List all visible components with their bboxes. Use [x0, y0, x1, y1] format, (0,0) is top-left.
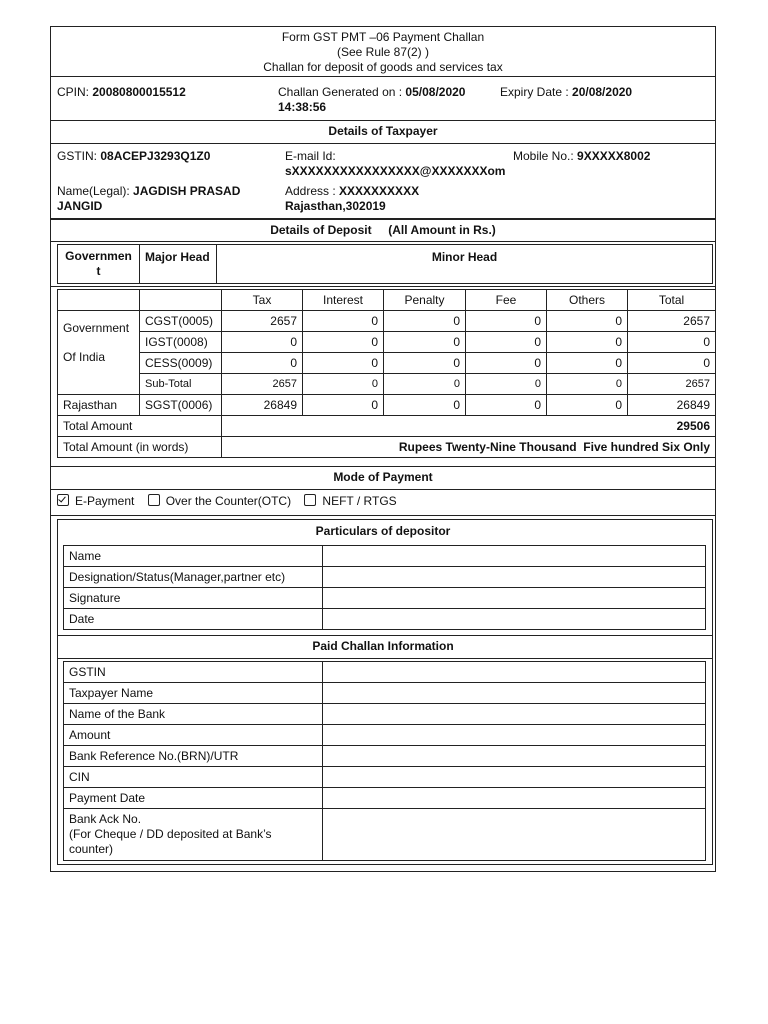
head-government-line1: Governmen	[65, 249, 132, 263]
cell-fee: 0	[466, 374, 547, 395]
cell-interest: 0	[303, 395, 384, 416]
address-value-cont: Rajasthan,302019	[285, 199, 386, 213]
address-label: Address :	[285, 184, 340, 198]
row-head: CGST(0005)	[140, 311, 222, 332]
gov-india-line2: Of India	[63, 350, 106, 364]
cell-others: 0	[547, 395, 628, 416]
divider	[51, 489, 715, 490]
head-government	[58, 245, 140, 284]
depositor-table	[63, 545, 706, 630]
form-rule: (See Rule 87(2) )	[336, 45, 430, 59]
cell-fee: 0	[466, 311, 547, 332]
paid-taxpayer-name-value[interactable]	[323, 683, 706, 704]
row-head: SGST(0006)	[140, 395, 222, 416]
expiry-label: Expiry Date :	[500, 85, 573, 99]
divider	[51, 120, 715, 121]
paid-ack-label	[64, 809, 323, 861]
state-cell: Rajasthan	[58, 395, 140, 416]
paid-gstin-value[interactable]	[323, 662, 706, 683]
email-label: E-mail Id:	[285, 149, 336, 163]
head-major: Major Head	[140, 245, 217, 284]
divider	[51, 241, 715, 242]
option-e-payment[interactable]	[57, 494, 134, 508]
total-words-value: Rupees Twenty-Nine Thousand Five hundred Six Only	[222, 437, 716, 458]
cell-others: 0	[547, 353, 628, 374]
gstin-label: GSTIN:	[57, 149, 101, 163]
e-payment-label: E-Payment	[75, 494, 135, 508]
form-header	[51, 30, 715, 75]
expiry-date	[500, 85, 632, 99]
generated-label: Challan Generated on :	[278, 85, 406, 99]
cell-interest: 0	[303, 332, 384, 353]
neft-rtgs-label: NEFT / RTGS	[322, 494, 397, 508]
divider	[57, 658, 713, 659]
option-otc[interactable]	[148, 494, 291, 508]
cpin-label: CPIN:	[57, 85, 93, 99]
mobile-value: 9XXXXX8002	[577, 149, 651, 163]
divider	[51, 466, 715, 467]
paid-row-label: Amount	[64, 725, 323, 746]
col-penalty: Penalty	[384, 290, 466, 311]
cell-total: 2657	[628, 374, 716, 395]
paid-amount-value[interactable]	[323, 725, 706, 746]
mobile	[513, 149, 650, 163]
option-neft-rtgs[interactable]	[304, 494, 396, 508]
cell-tax: 2657	[222, 311, 303, 332]
paid-bank-name-value[interactable]	[323, 704, 706, 725]
depositor-row-label: Signature	[64, 588, 323, 609]
cell-penalty: 0	[384, 395, 466, 416]
total-words-label: Total Amount (in words)	[58, 437, 222, 458]
col-others: Others	[547, 290, 628, 311]
gstin	[57, 149, 210, 163]
gstin-value: 08ACEPJ3293Q1Z0	[100, 149, 211, 163]
paid-section-title: Paid Challan Information	[312, 639, 454, 653]
email-value: sXXXXXXXXXXXXXXXX@XXXXXXXom	[285, 164, 506, 178]
paid-ack-value[interactable]	[323, 809, 706, 861]
form-title: Form GST PMT –06 Payment Challan	[281, 30, 485, 44]
generated-time: 14:38:56	[278, 100, 327, 114]
head-minor: Minor Head	[217, 245, 713, 284]
paid-payment-date-value[interactable]	[323, 788, 706, 809]
cell-tax: 2657	[222, 374, 303, 395]
paid-row-label: GSTIN	[64, 662, 323, 683]
cell-tax: 26849	[222, 395, 303, 416]
divider	[51, 286, 715, 287]
form-subtitle: Challan for deposit of goods and services tax	[263, 60, 503, 74]
challan-generated	[278, 85, 493, 115]
ack-line2: (For Cheque / DD deposited at Bank’s	[69, 827, 272, 841]
payment-options	[57, 494, 407, 508]
cell-tax: 0	[222, 353, 303, 374]
gov-india-cell	[58, 311, 140, 395]
col-fee: Fee	[466, 290, 547, 311]
paid-row-label: CIN	[64, 767, 323, 788]
deposit-corner-cell	[58, 290, 140, 311]
depositor-row-label: Date	[64, 609, 323, 630]
deposit-section-title: Details of Deposit (All Amount in Rs.)	[270, 223, 496, 237]
row-head: IGST(0008)	[140, 332, 222, 353]
total-amount-value: 29506	[222, 416, 716, 437]
address-value: XXXXXXXXXX	[339, 184, 420, 198]
paid-row-label: Payment Date	[64, 788, 323, 809]
otc-checkbox[interactable]	[148, 494, 160, 506]
paid-brn-value[interactable]	[323, 746, 706, 767]
address	[285, 184, 419, 214]
depositor-date-value[interactable]	[323, 609, 706, 630]
cell-penalty: 0	[384, 353, 466, 374]
total-amount-label: Total Amount	[58, 416, 222, 437]
name-value: JAGDISH PRASAD	[133, 184, 241, 198]
cell-penalty: 0	[384, 374, 466, 395]
divider	[51, 218, 715, 220]
cell-penalty: 0	[384, 311, 466, 332]
divider	[57, 635, 713, 636]
cell-total: 0	[628, 353, 716, 374]
legal-name	[57, 184, 240, 214]
email	[285, 149, 505, 179]
expiry-value: 20/08/2020	[572, 85, 633, 99]
e-payment-checkbox[interactable]	[57, 494, 69, 506]
deposit-table	[57, 289, 716, 458]
depositor-row-label: Designation/Status(Manager,partner etc)	[64, 567, 323, 588]
cell-penalty: 0	[384, 332, 466, 353]
cell-others: 0	[547, 311, 628, 332]
cell-others: 0	[547, 332, 628, 353]
ack-line3: counter)	[69, 842, 114, 856]
name-value-cont: JANGID	[57, 199, 103, 213]
name-label: Name(Legal):	[57, 184, 134, 198]
taxpayer-section-title: Details of Taxpayer	[328, 124, 438, 138]
cell-others: 0	[547, 374, 628, 395]
challan-form	[50, 26, 716, 872]
col-interest: Interest	[303, 290, 384, 311]
deposit-head-cell	[140, 290, 222, 311]
ack-line1: Bank Ack No.	[69, 812, 142, 826]
col-total: Total	[628, 290, 716, 311]
depositor-designation-value[interactable]	[323, 567, 706, 588]
cell-total: 2657	[628, 311, 716, 332]
depositor-row-label: Name	[64, 546, 323, 567]
divider	[51, 143, 715, 144]
paid-challan-table	[63, 661, 706, 861]
mobile-label: Mobile No.:	[513, 149, 578, 163]
cell-interest: 0	[303, 311, 384, 332]
payment-section-title: Mode of Payment	[333, 470, 433, 484]
cell-total: 26849	[628, 395, 716, 416]
cpin	[57, 85, 186, 99]
paid-row-label: Name of the Bank	[64, 704, 323, 725]
row-head: CESS(0009)	[140, 353, 222, 374]
cell-interest: 0	[303, 374, 384, 395]
cell-tax: 0	[222, 332, 303, 353]
gov-india-line1: Government	[63, 321, 130, 335]
cell-fee: 0	[466, 353, 547, 374]
paid-row-label: Taxpayer Name	[64, 683, 323, 704]
cell-interest: 0	[303, 353, 384, 374]
cell-total: 0	[628, 332, 716, 353]
neft-rtgs-checkbox[interactable]	[304, 494, 316, 506]
divider	[51, 515, 715, 516]
paid-cin-value[interactable]	[323, 767, 706, 788]
otc-label: Over the Counter(OTC)	[165, 494, 292, 508]
depositor-section-title: Particulars of depositor	[315, 524, 451, 538]
cpin-value: 20080800015512	[92, 85, 186, 99]
cell-fee: 0	[466, 395, 547, 416]
generated-date: 05/08/2020	[405, 85, 466, 99]
cell-fee: 0	[466, 332, 547, 353]
paid-row-label: Bank Reference No.(BRN)/UTR	[64, 746, 323, 767]
depositor-name-value[interactable]	[323, 546, 706, 567]
divider	[51, 76, 715, 77]
depositor-signature-value[interactable]	[323, 588, 706, 609]
row-head: Sub-Total	[140, 374, 222, 395]
head-government-line2: t	[96, 264, 101, 278]
deposit-head-table	[57, 244, 713, 284]
col-tax: Tax	[222, 290, 303, 311]
